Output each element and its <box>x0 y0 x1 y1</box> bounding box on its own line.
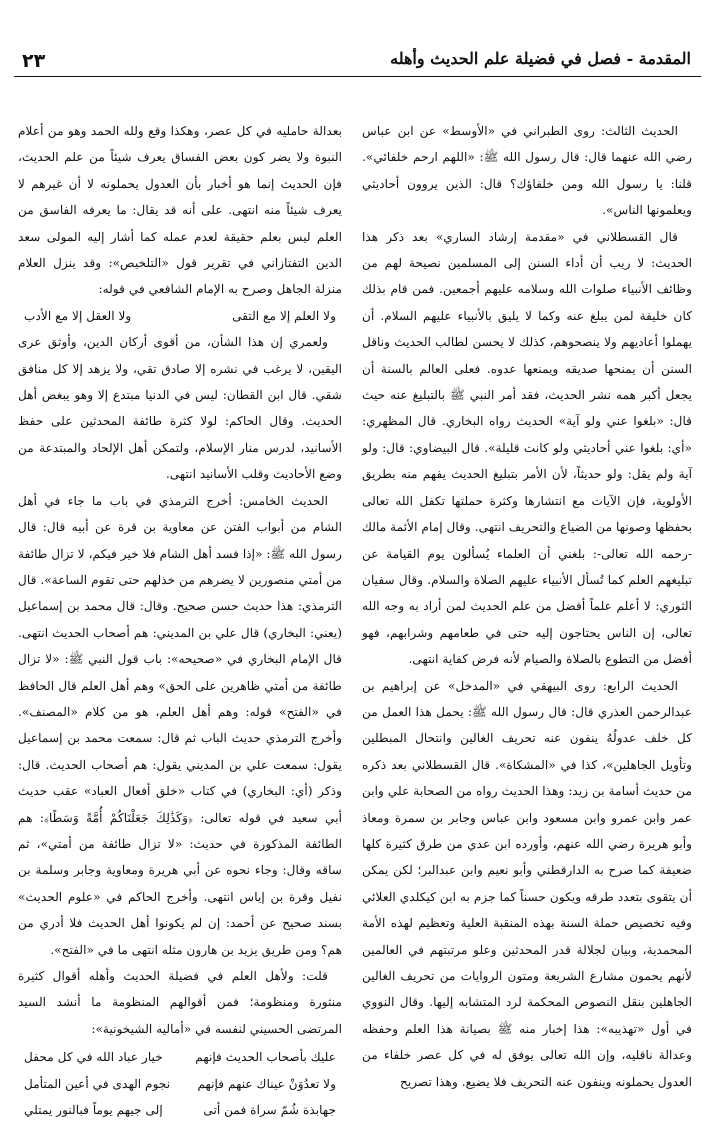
verse-line <box>18 1097 342 1123</box>
page-header <box>14 36 701 72</box>
paragraph-poetry-intro: قلت: ولأهل العلم في فضيلة الحديث وأهله أقوال كثيرة منثورة ومنظومة؛ فمن أقوالهم المنظومة ما أنشد السيد المرتضى الحسيني لنفسه في «أماليه الشيخونية»: <box>18 969 342 1036</box>
paragraph-qastallani: قال القسطلاني في «مقدمة إرشاد الساري» بعد ذكر هذا الحديث: لا ريب أن أداء السنن إلى المسلمين نصيحة لهم من وظائف الأنبياء صلوات الله وسلامه عليهم أجمعين. فمن قام بذلك كان خليفة لمن يبلغ عنه وكما لا يليق بالأنبياء عليهم السلام. أن يهملوا أعاديهم ولا ينصحوهم، كذلك لا يحسن لطالب الحديث وناقل السنن أن يمنحها صديقه ويمنعها عدوه. فعلى العالم بالسنة أن يجعل أكبر همه نشر الحديث، فقد أمر النبي ﷺ بالتبليغ عنه حيث قال: «بلغوا عني ولو آية» الحديث رواه البخاري. قال المظهري: «أي: بلغوا عني أحاديثي ولو كانت قليلة». قال البيضاوي: قال: ولو آية ولم يقل: ولو حديثاً، لأن الأمر بتبليغ الحديث يفهم منه بطريق الأولوية، فإن الآيات مع انتشارها وكثرة حملتها تكفل الله تعالى بحفظها وصونها من الضياع والتحريف انتهى. وقال إمام الأئمة مالك -رحمه الله تعالى-: بلغني أن العلماء يُسألون يوم القيامة عن تبليغهم العلم كما تُسأل الأنبياء عليهم الصلاة والسلام. وقال سفيان الثوري: لا أعلم علماً أفضل من علم الحديث لمن أراد به وجه الله تعالى، إن الناس يحتاجون إليه حتى في طعامهم وشرابهم، فهو أفضل من التطوع بالصلاة والصيام لأنه فرض كفاية انتهى. <box>362 229 692 667</box>
verse-line <box>18 1071 342 1097</box>
header-rule <box>14 76 701 77</box>
paragraph-hadith-importance: ولعمري إن هذا الشأن، من أقوى أركان الدين، وأوثق عرى اليقين، لا يرغب في نشره إلا صادق تقي، ولا يزهد إلا كل منافق شقي. قال ابن القطان: ليس في الدنيا مبتدع إلا وهو يبغض أهل الحديث. وقال الحاكم: لولا كثرة طائفة المحدثين على حفظ الأسانيد، لدرس منار الإسلام، ولتمكن أهل الإلحاد والمبتدعة من وضع الأحاديث وقلب الأسانيد انتهى. <box>18 335 342 482</box>
verse-first-hemistich: عليك بأصحاب الحديث فإنهم <box>195 1050 336 1065</box>
left-column <box>18 118 342 1123</box>
paragraph-continuation: بعدالة حامليه في كل عصر، وهكذا وقع ولله الحمد وهو من أعلام النبوة ولا يضر كون بعض الفساق يعرف شيئاً من علم الحديث، فإن الحديث إنما هو أخبار بأن العدول يحملونه لا أن غيرهم لا يعرف شيئاً منه انتهى. على أنه قد يقال: ما يعرفه الفاسق من العلم ليس بعلم حقيقة لعدم عمله كما أشار إليه المولى سعد الدين التفتازاني في تقرير قول «التلخيص»: وقد ينزل العلام منزلة الجاهل وصرح به الإمام الشافعي في قوله: <box>18 124 342 297</box>
verse-first-hemistich: ولا تعدُوَنْ عيناك عنهم فإنهم <box>197 1076 336 1091</box>
verse-first-hemistich: ولا العلم إلا مع التقى <box>232 308 336 323</box>
verse-second-hemistich: خيار عباد الله في كل محفل <box>24 1050 163 1065</box>
verse-line <box>18 303 342 329</box>
verse-second-hemistich: إلى جيهم يوماً فبالنور يمتلي <box>24 1103 163 1118</box>
right-column <box>362 118 692 1095</box>
paragraph-hadith-4: الحديث الرابع: روى البيهقي في «المدخل» عن إبراهيم بن عبدالرحمن العذري قال: قال رسول الله ﷺ: يحمل هذا العمل من كل خلف عدولُهُ ينفون عنه تحريف الغالين وانتحال المبطلين وتأويل الجاهلين»، كذا في «المشكاة». قال القسطلاني بعد ذكره من حديث أسامة بن زيد: وهذا الحديث رواه من الصحابة علي وابن عمر وابن عمرو وابن مسعود وابن عباس وجابر بن سمرة ومعاذ وأبو هريرة رضي الله عنهم، وأورده ابن عدي من طرق كثيرة كلها ضعيفة كما صرح به الدارقطني وأبو نعيم وابن عبدالبر؛ لكن يمكن أن يتقوى بتعدد طرقه ويكون حسناً كما جزم به ابن كيكلدي العلائي وفيه تخصيص حملة السنة بهذه المنقبة العلية وتعظيم لهذه الأمة المحمدية، وبيان لجلالة قدر المحدثين وعلو مرتبتهم في العالمين لأنهم يحمون مشارع الشريعة ومتون الروايات من تحريف الغالين الجاهلين بنقل النصوص المحكمة لرد المتشابه إليها. وقال النووي في أول «تهذيبه»: هذا إخبار منه ﷺ بصيانة هذا العلم وحفظه وعدالة ناقليه، وإن الله تعالى يوفق له في كل عصر خلفاء من العدول يحملونه وينفون عنه التحريف فلا يضيع. وهذا تصريح <box>362 678 692 1089</box>
running-title: المقدمة - فصل في فضيلة علم الحديث وأهله <box>390 49 691 68</box>
verse-first-hemistich: جهابذة شُمّ سراة فمن أتى <box>203 1103 336 1118</box>
verse-line <box>18 1044 342 1070</box>
page-number: ٢٣ <box>22 50 46 72</box>
paragraph-hadith-5: الحديث الخامس: أخرج الترمذي في باب ما جاء في أهل الشام من أبواب الفتن عن معاوية بن قرة عن أبيه قال: قال رسول الله ﷺ: «إذا فسد أهل الشام فلا خير فيكم، لا تزال طائفة من أمتي منصورين لا يضرهم من خذلهم حتى تقوم الساعة». قال الترمذي: هذا حديث حسن صحيح. وقال: قال محمد بن إسماعيل (يعني: البخاري) قال علي بن المديني: هم أصحاب الحديث انتهى. قال الإمام البخاري في «صحيحه»: باب قول النبي ﷺ: «لا تزال طائفة من أمتي ظاهرين على الحق» وهم أهل العلم قال الحافظ في «الفتح» قوله: وهم أهل العلم، هو من كلام «المصنف». وأخرج الترمذي حديث الباب ثم قال: سمعت محمد بن إسماعيل يقول: سمعت علي بن المديني يقول: هم أصحاب الحديث. قال: وذكر (أي: البخاري) في كتاب «خلق أفعال العباد» عقب حديث أبي سعيد في قوله تعالى: ﴿وَكَذَٰلِكَ جَعَلْنَاكُمْ أُمَّةً وَسَطًا﴾: هم الطائفة المذكورة في حديث: «لا تزال طائفة من أمتي»، ثم ساقه وقال: وجاء نحوه عن أبي هريرة ومعاوية وجابر وسلمة بن نفيل وقرة بن إياس انتهى. وأخرج الحاكم في «علوم الحديث» بسند صحيح عن أحمد: إن لم يكونوا أهل الحديث فلا أدري من هم؟ ومن طريق يزيد بن هارون مثله انتهى ما في «الفتح». <box>18 493 342 957</box>
verse-second-hemistich: ولا العقل إلا مع الأدب <box>24 308 132 323</box>
paragraph-hadith-3: الحديث الثالث: روى الطبراني في «الأوسط» عن ابن عباس رضي الله عنهما قال: قال رسول الله ﷺ: «اللهم ارحم خلفائي». قلنا: يا رسول الله ومن خلفاؤك؟ قال: الذين يروون أحاديثي ويعلمونها الناس». <box>362 124 692 218</box>
verse-second-hemistich: نجوم الهدى في أعين المتأمل <box>24 1076 171 1091</box>
